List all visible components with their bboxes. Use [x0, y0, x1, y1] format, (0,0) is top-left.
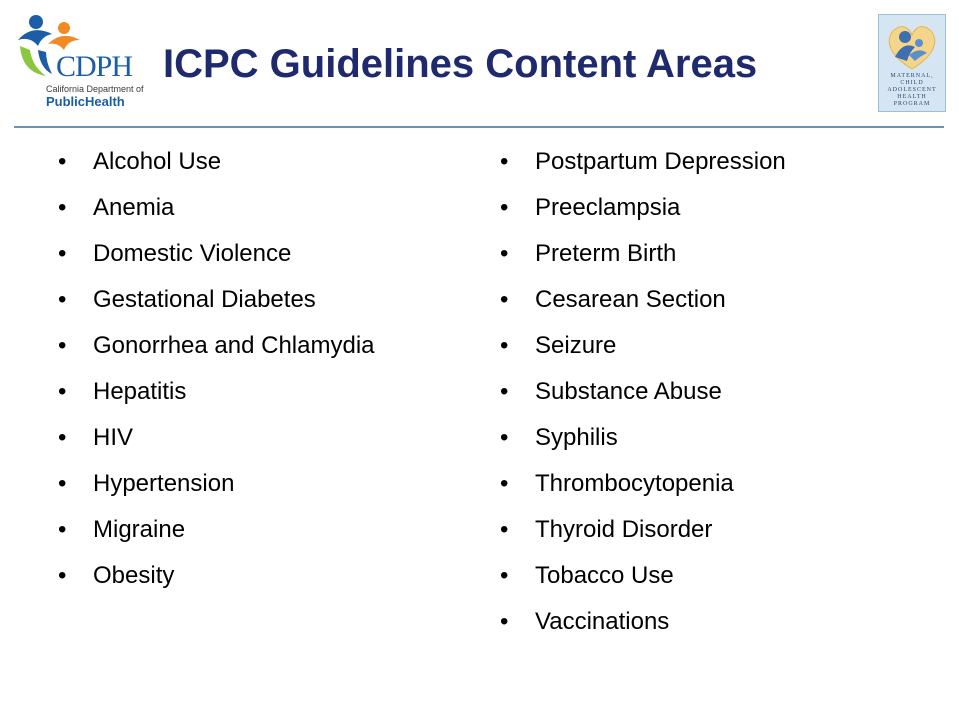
content-list-left — [58, 147, 418, 607]
mcah-caption: MATERNAL, CHILD ADOLESCENT HEALTH PROGRAM — [887, 73, 937, 107]
content-area-item: • Thyroid Disorder — [500, 515, 920, 545]
content-area-item: • Hypertension — [58, 469, 418, 499]
content-area-item: • Hepatitis — [58, 377, 418, 407]
page-title: ICPC Guidelines Content Areas — [163, 42, 758, 86]
content-area-item: • Vaccinations — [500, 607, 920, 637]
cdph-wordmark: CDPH — [56, 50, 133, 83]
content-area-item: • Tobacco Use — [500, 561, 920, 591]
content-area-item: • Syphilis — [500, 423, 920, 453]
cdph-public-health: PublicHealth — [46, 94, 125, 109]
cdph-logo — [12, 10, 152, 110]
content-area-item: • Substance Abuse — [500, 377, 920, 407]
content-area-item: • HIV — [58, 423, 418, 453]
content-area-item: • Seizure — [500, 331, 920, 361]
content-area-item: • Thrombocytopenia — [500, 469, 920, 499]
mcah-logo — [878, 14, 946, 112]
content-area-item: • Cesarean Section — [500, 285, 920, 315]
cdph-subtitle: California Department of — [46, 84, 144, 94]
content-area-item: • Obesity — [58, 561, 418, 591]
content-area-item: • Domestic Violence — [58, 239, 418, 269]
content-list-right — [500, 147, 920, 653]
content-area-item: • Migraine — [58, 515, 418, 545]
header-divider — [14, 126, 944, 128]
content-area-item: • Postpartum Depression — [500, 147, 920, 177]
content-area-item: • Preterm Birth — [500, 239, 920, 269]
content-area-item: • Anemia — [58, 193, 418, 223]
content-area-item: • Alcohol Use — [58, 147, 418, 177]
content-area-item: • Preeclampsia — [500, 193, 920, 223]
content-area-item: • Gestational Diabetes — [58, 285, 418, 315]
content-area-item: • Gonorrhea and Chlamydia — [58, 331, 418, 361]
mother-child-heart-icon — [879, 17, 945, 75]
